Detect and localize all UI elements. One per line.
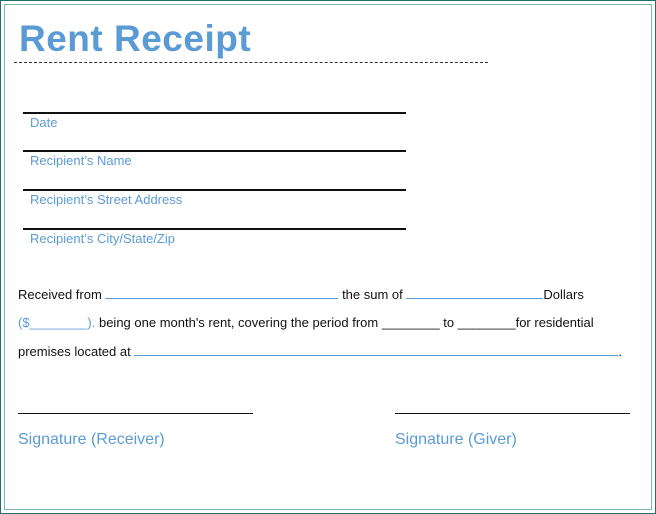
date-label: Date <box>30 115 58 130</box>
receiver-signature-label: Signature (Receiver) <box>18 431 165 448</box>
received-from-line <box>18 286 584 304</box>
premises-end-period: . <box>618 344 622 359</box>
recipient-name-label: Recipient’s Name <box>30 153 132 168</box>
date-field-line[interactable] <box>23 112 406 114</box>
receiver-signature-line[interactable] <box>18 413 253 414</box>
premises-line <box>18 343 622 361</box>
premises-address-blank[interactable] <box>134 343 618 356</box>
giver-signature-line[interactable] <box>395 413 630 414</box>
premises-text: premises located at <box>18 344 131 359</box>
rent-period-text: being one month's rent, covering the period from ________ to ________for residential <box>98 315 594 330</box>
received-from-text: Received from <box>18 287 102 302</box>
recipient-name-field-line[interactable] <box>23 150 406 152</box>
sum-of-text: the sum of <box>342 287 403 302</box>
city-state-zip-label: Recipient’s City/State/Zip <box>30 231 175 246</box>
street-address-label: Recipient’s Street Address <box>30 192 183 207</box>
city-state-zip-field-line[interactable] <box>23 228 406 230</box>
giver-signature-label: Signature (Giver) <box>395 431 517 448</box>
page-title: Rent Receipt <box>19 18 252 59</box>
amount-words-blank[interactable] <box>406 286 543 299</box>
rent-period-line <box>18 314 594 332</box>
dollars-text: Dollars <box>543 287 584 302</box>
title-divider <box>14 62 488 63</box>
amount-numeric-blank[interactable]: ($________). <box>18 315 96 330</box>
payer-name-blank[interactable] <box>105 286 338 299</box>
street-address-field-line[interactable] <box>23 189 406 191</box>
